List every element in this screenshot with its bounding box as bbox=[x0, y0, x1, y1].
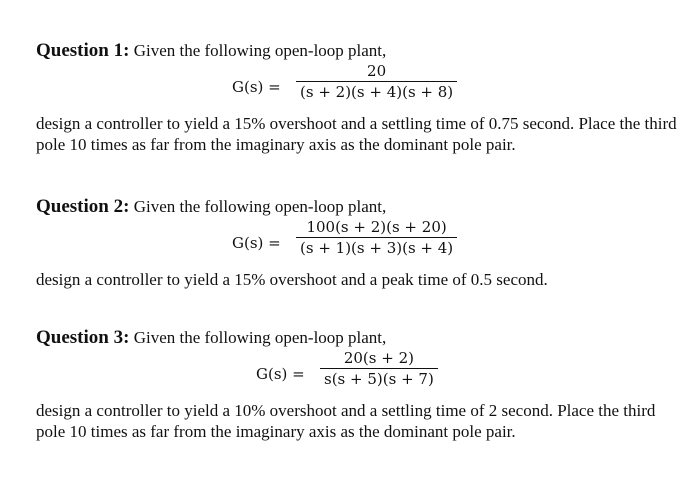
question-2-heading bbox=[36, 196, 686, 217]
question-3-label: Question 3: bbox=[36, 327, 130, 348]
question-2-denominator: (s + 1)(s + 3)(s + 4) bbox=[296, 237, 457, 258]
question-2-intro: Given the following open-loop plant, bbox=[133, 197, 387, 216]
question-3-formula bbox=[36, 348, 686, 400]
question-1-intro: Given the following open-loop plant, bbox=[133, 41, 387, 60]
question-2-numerator: 100(s + 2)(s + 20) bbox=[306, 218, 447, 236]
question-1-text: design a controller to yield a 15% overshoot and a settling time of 0.75 second. Place the third pole 10 times as far from the imaginary axis as the dominant pole pair. bbox=[36, 114, 677, 154]
question-1-formula bbox=[36, 61, 686, 113]
question-3 bbox=[36, 327, 686, 442]
question-2-fraction bbox=[296, 217, 457, 258]
question-2-formula bbox=[36, 217, 686, 269]
question-3-intro: Given the following open-loop plant, bbox=[133, 328, 387, 347]
question-1-lhs: G(s) = bbox=[232, 78, 281, 96]
question-1-label: Question 1: bbox=[36, 40, 130, 61]
question-1-numerator: 20 bbox=[367, 62, 387, 80]
question-1 bbox=[36, 40, 686, 155]
question-1-heading bbox=[36, 40, 686, 61]
question-3-numerator: 20(s + 2) bbox=[343, 349, 414, 367]
question-3-denominator: s(s + 5)(s + 7) bbox=[320, 368, 438, 389]
question-2 bbox=[36, 196, 686, 290]
question-2-lhs: G(s) = bbox=[232, 234, 281, 252]
question-1-fraction bbox=[296, 61, 457, 102]
question-3-fraction bbox=[320, 348, 438, 389]
question-2-label: Question 2: bbox=[36, 196, 130, 217]
question-2-text: design a controller to yield a 15% overshoot and a peak time of 0.5 second. bbox=[36, 270, 548, 289]
question-1-denominator: (s + 2)(s + 4)(s + 8) bbox=[296, 81, 457, 102]
question-3-text: design a controller to yield a 10% overshoot and a settling time of 2 second. Place the third pole 10 times as far from the imaginary axis as the dominant pole pair. bbox=[36, 401, 656, 441]
question-3-heading bbox=[36, 327, 686, 348]
question-3-lhs: G(s) = bbox=[256, 365, 305, 383]
